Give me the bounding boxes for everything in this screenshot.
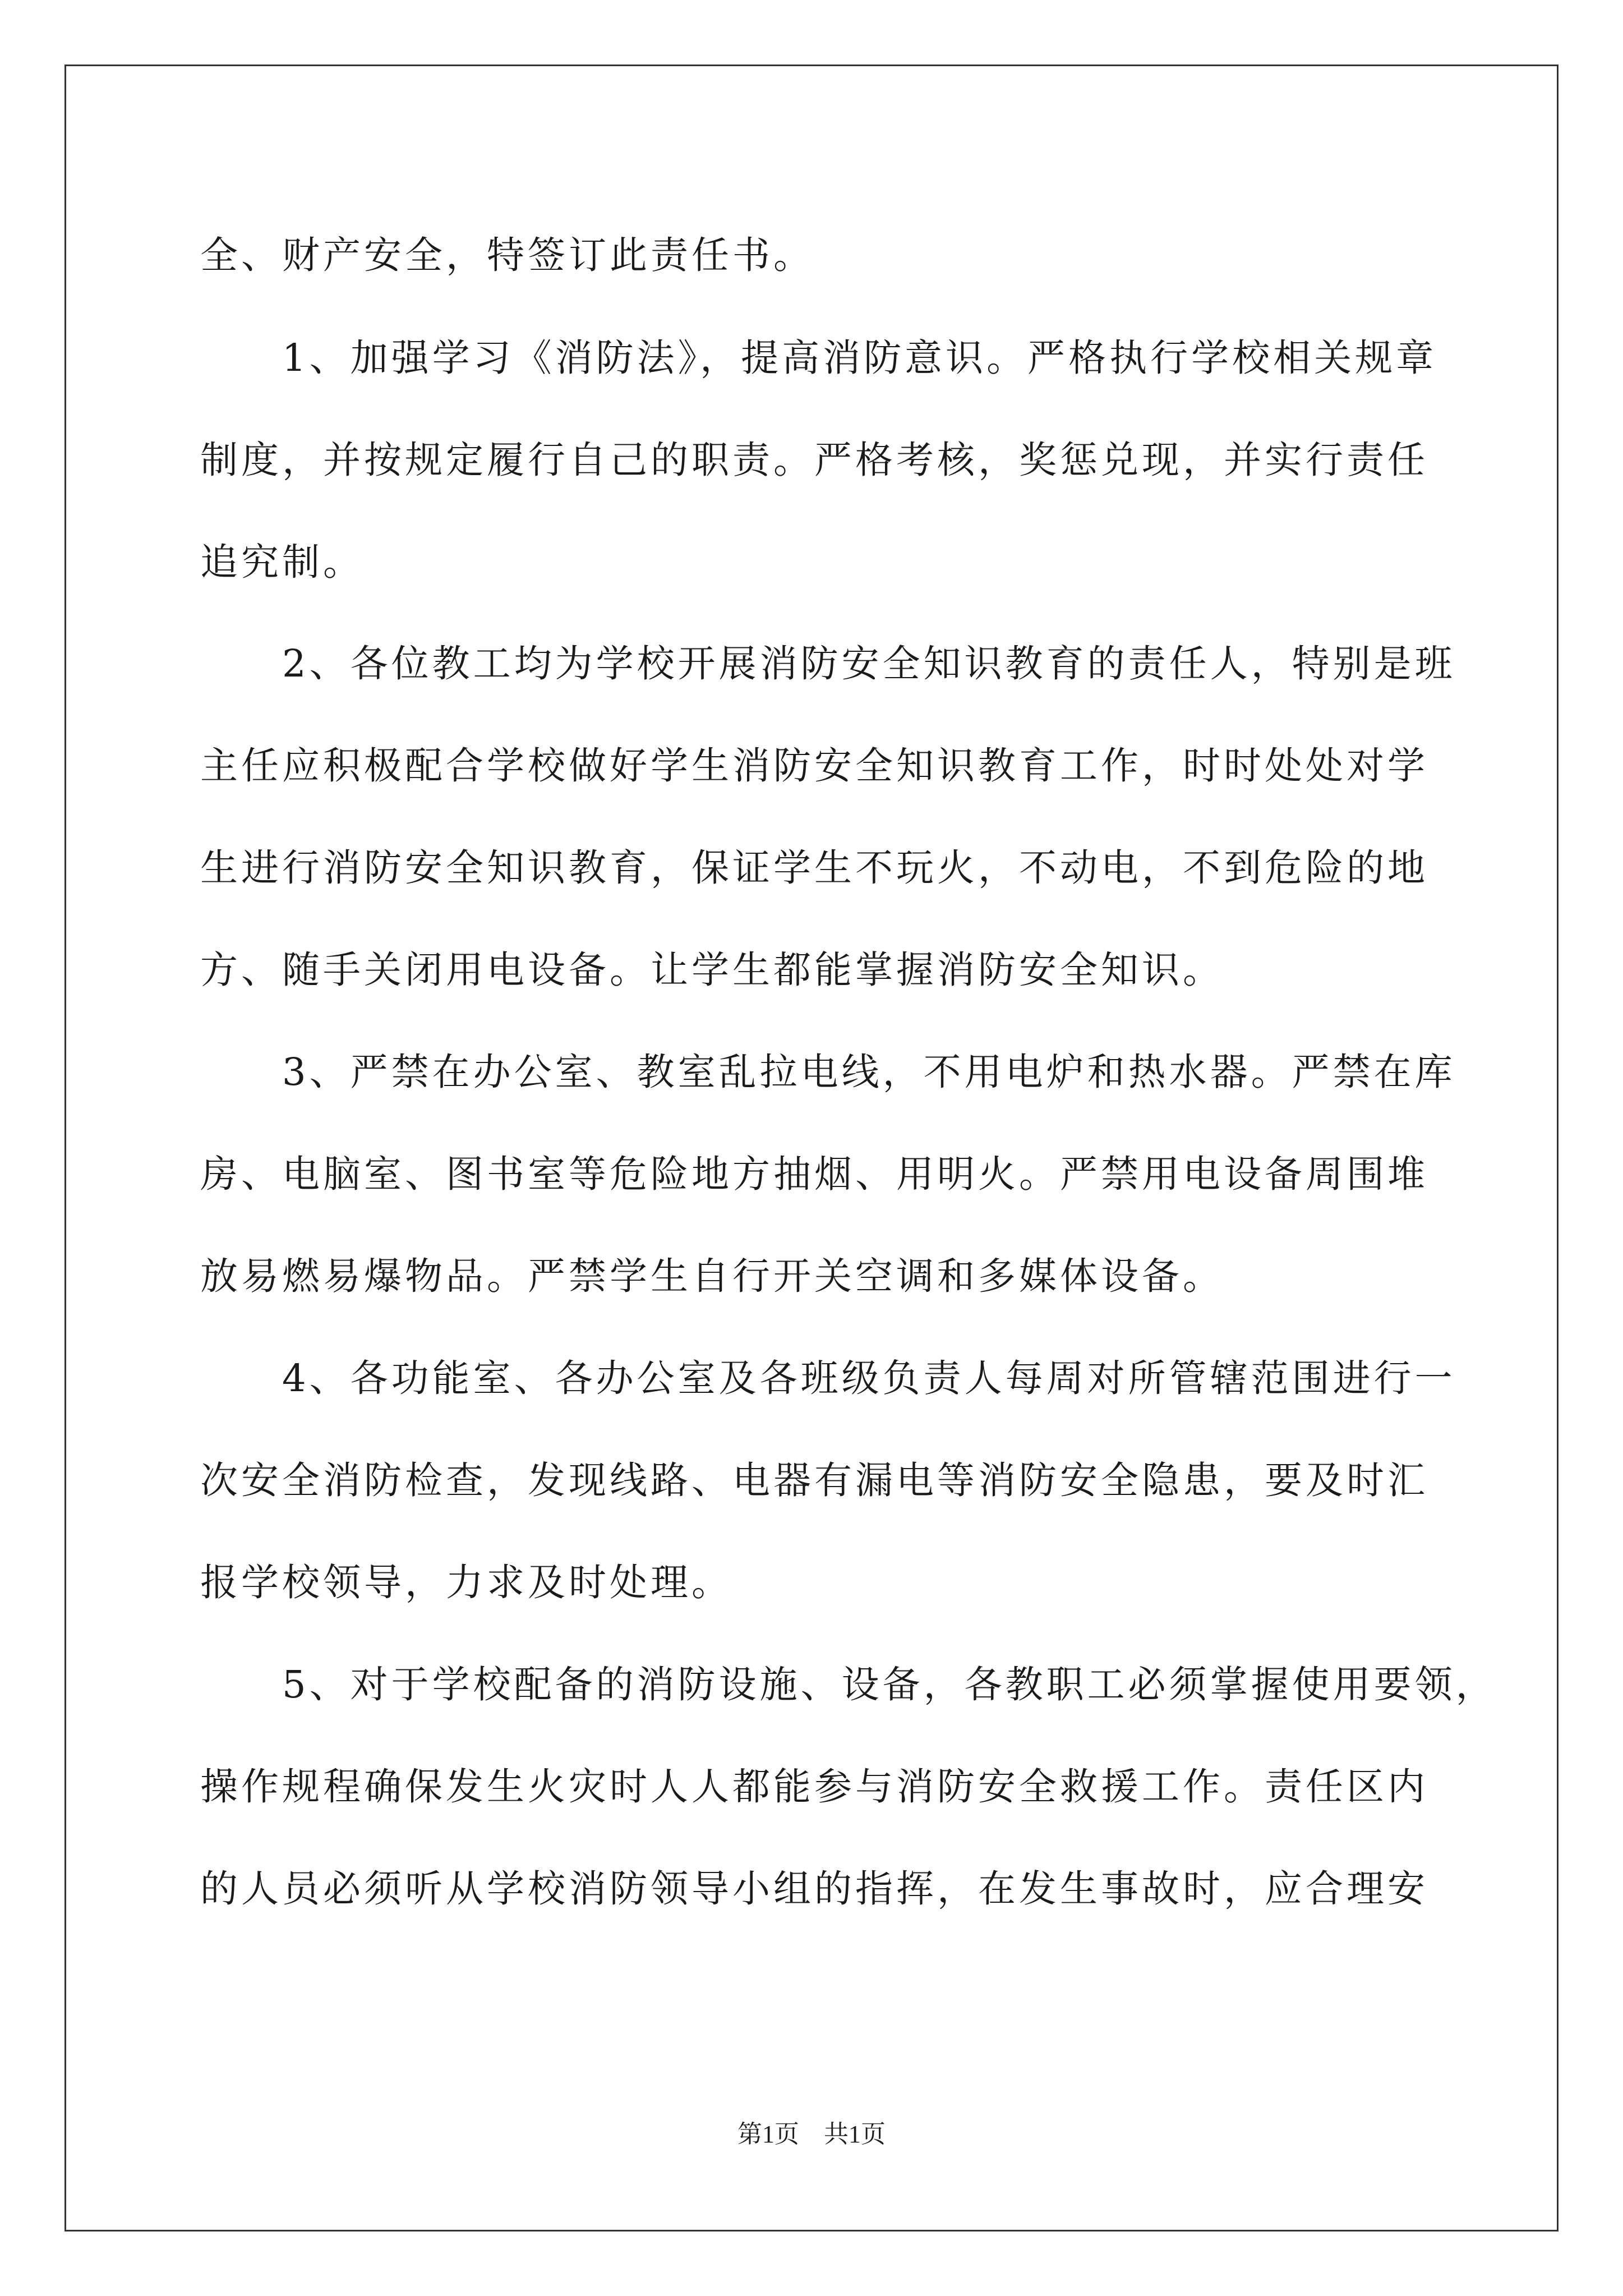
- text-line: 次安全消防检查，发现线路、电器有漏电等消防安全隐患，要及时汇: [200, 1458, 1428, 1502]
- text-line: 报学校领导，力求及时处理。: [200, 1561, 732, 1604]
- text-line: 生进行消防安全知识教育，保证学生不玩火，不动电，不到危险的地: [200, 846, 1428, 890]
- text-line: 方、随手关闭用电设备。让学生都能掌握消防安全知识。: [200, 948, 1224, 992]
- text-line: 主任应积极配合学校做好学生消防安全知识教育工作，时时处处对学: [200, 744, 1428, 788]
- text-line: 操作规程确保发生火灾时人人都能参与消防安全救援工作。责任区内: [200, 1765, 1428, 1809]
- text-line: 全、财产安全，特签订此责任书。: [200, 233, 814, 277]
- text-line: 追究制。: [200, 540, 364, 584]
- page-number-footer: 第1页 共1页: [737, 2120, 886, 2148]
- text-line: 制度，并按规定履行自己的职责。严格考核，奖惩兑现，并实行责任: [200, 438, 1428, 482]
- text-line: 2、各位教工均为学校开展消防安全知识教育的责任人，特别是班: [200, 642, 1456, 685]
- text-line: 3、严禁在办公室、教室乱拉电线，不用电炉和热水器。严禁在库: [200, 1050, 1456, 1094]
- text-line: 房、电脑室、图书室等危险地方抽烟、用明火。严禁用电设备周围堆: [200, 1152, 1428, 1196]
- text-line: 的人员必须听从学校消防领导小组的指挥，在发生事故时，应合理安: [200, 1867, 1428, 1911]
- text-line: 1、加强学习《消防法》，提高消防意识。严格执行学校相关规章: [200, 336, 1437, 380]
- text-line: 5、对于学校配备的消防设施、设备，各教职工必须掌握使用要领，: [200, 1663, 1497, 1706]
- text-line: 放易燃易爆物品。严禁学生自行开关空调和多媒体设备。: [200, 1254, 1224, 1298]
- text-line: 4、各功能室、各办公室及各班级负责人每周对所管辖范围进行一: [200, 1356, 1456, 1400]
